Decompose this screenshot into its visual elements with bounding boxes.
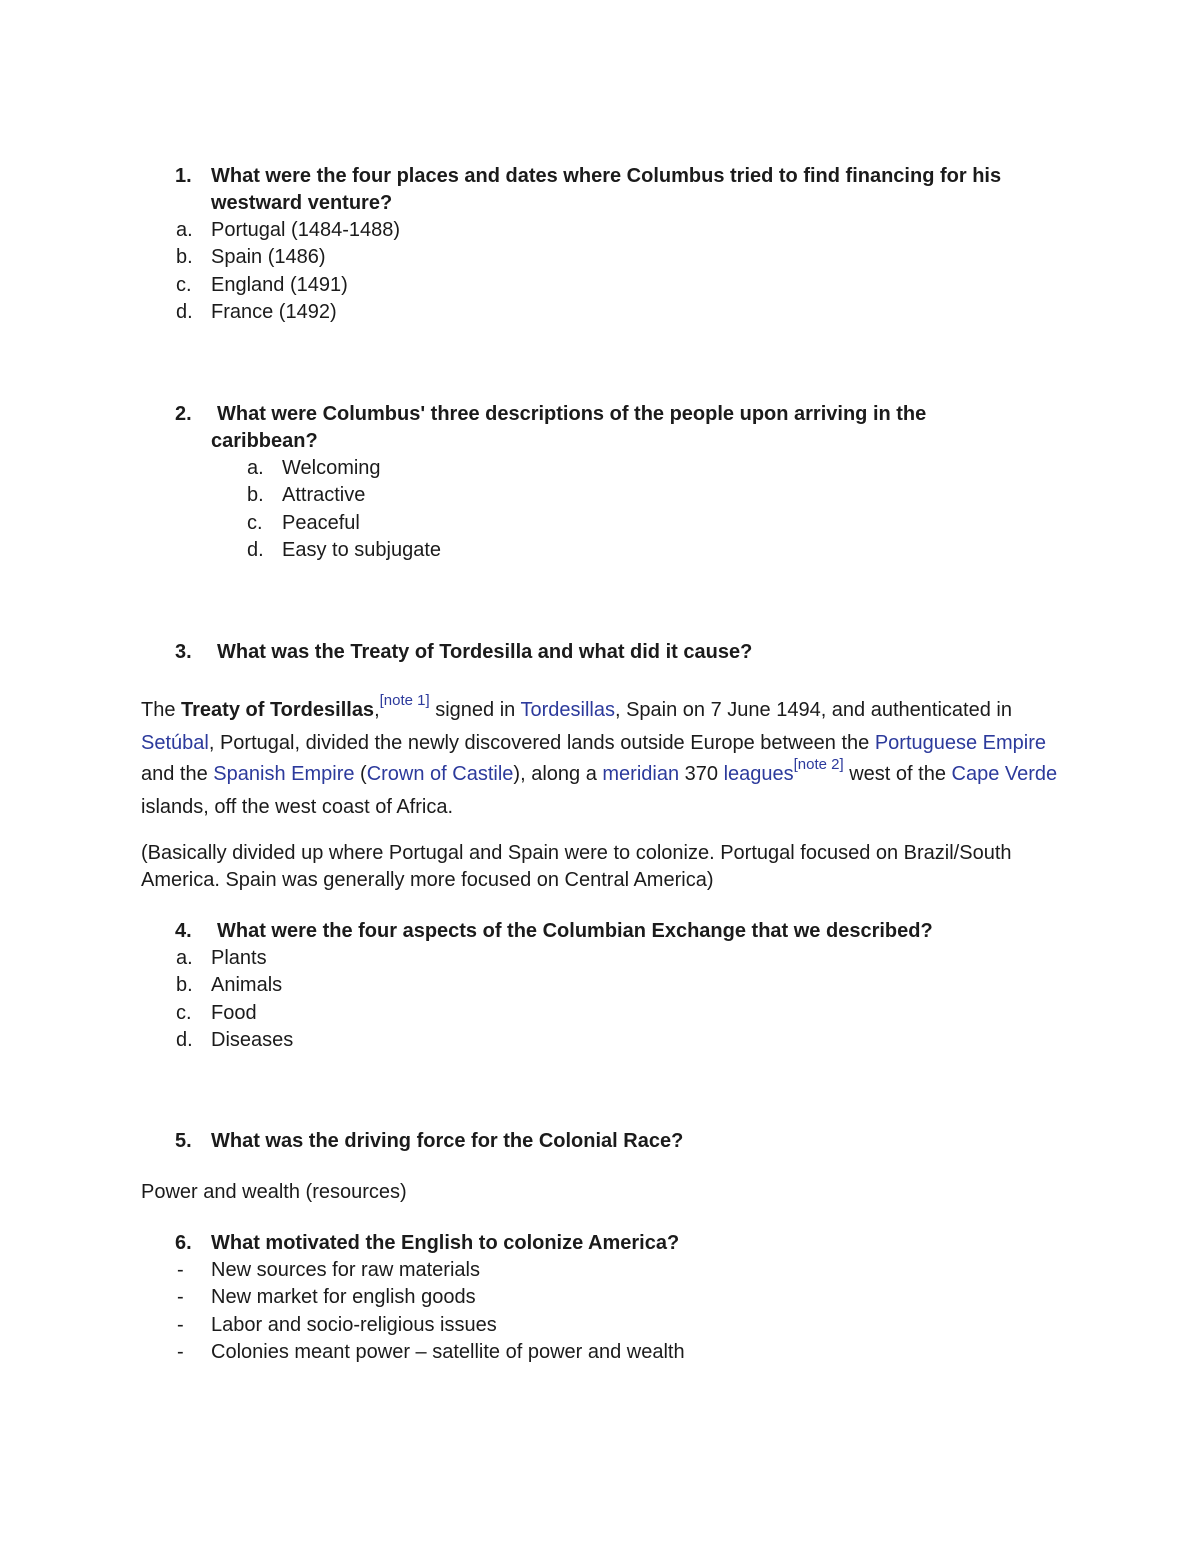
link-spanish-empire[interactable]: Spanish Empire xyxy=(213,763,355,785)
link-meridian[interactable]: meridian xyxy=(602,763,680,785)
treaty-summary: (Basically divided up where Portugal and Spain were to colonize. Portugal focused on Brazil/South America. Spain was generally more focused on Central America) xyxy=(141,842,1012,891)
list-item: a. Welcoming xyxy=(247,457,381,479)
answer-list xyxy=(0,455,1200,564)
link-portuguese-empire[interactable]: Portuguese Empire xyxy=(874,731,1047,754)
question-5-answer: Power and wealth (resources) xyxy=(141,1181,407,1203)
question-5-answer-block xyxy=(0,1179,1200,1206)
question-text: What were Columbus' three descriptions of the people upon arriving in the xyxy=(217,403,927,425)
link-tordesillas[interactable]: Tordesillas xyxy=(520,699,615,721)
question-6-heading xyxy=(0,1230,1200,1257)
answer-list xyxy=(0,1257,1200,1366)
question-number: 6. xyxy=(175,1232,192,1254)
list-item: a. Plants xyxy=(176,947,267,969)
list-item: b. Spain (1486) xyxy=(176,246,326,269)
question-text: What was the driving force for the Colonial Race? xyxy=(211,1130,684,1152)
link-setubal[interactable]: Setúbal xyxy=(141,731,209,754)
list-item: c. Food xyxy=(176,1001,257,1024)
list-item: a. Portugal (1484-1488) xyxy=(176,219,401,241)
question-number: 4. xyxy=(175,920,192,942)
question-number: 3. xyxy=(175,641,192,663)
treaty-paragraph: The Treaty of Tordesillas,[note 1] signed in Tordesillas, Spain on 7 June 1494, and authenticated in Setúbal, Portugal, divided the newly discovered lands outside Europe between the Portuguese Empire and the Spanish Empire (Crown of Castile), along a meridian 370 leagues[note 2] west of the Cape Verde islands, off the west coast of Africa. xyxy=(141,692,1058,818)
treaty-summary-block xyxy=(0,840,1200,894)
question-text: What were the four aspects of the Columbian Exchange that we described? xyxy=(217,920,933,942)
list-item: c. Peaceful xyxy=(247,511,360,534)
link-cape-verde[interactable]: Cape Verde xyxy=(951,763,1058,785)
question-2 xyxy=(0,401,1200,564)
footnote-link[interactable]: [note 2] xyxy=(793,756,844,773)
question-text: What were the four places and dates where Columbus tried to find financing for his westward venture? xyxy=(211,165,1002,214)
question-1-heading xyxy=(0,163,1200,217)
question-number: 5. xyxy=(175,1130,192,1152)
question-3 xyxy=(0,639,1200,666)
treaty-name: Treaty of Tordesillas xyxy=(181,699,375,721)
list-item: b. Attractive xyxy=(247,484,366,507)
list-item: d. France (1492) xyxy=(176,300,337,323)
answer-list xyxy=(0,217,1200,326)
list-item: d. Diseases xyxy=(176,1028,294,1051)
footnote-link[interactable]: [note 1] xyxy=(379,692,430,709)
question-text: What was the Treaty of Tordesilla and what did it cause? xyxy=(217,641,753,663)
question-number: 2. xyxy=(175,403,192,425)
list-item: - Colonies meant power – satellite of power and wealth xyxy=(177,1340,685,1363)
question-6 xyxy=(0,1230,1200,1366)
link-leagues[interactable]: leagues xyxy=(723,763,794,785)
list-item: d. Easy to subjugate xyxy=(247,538,441,561)
list-item: - Labor and socio-religious issues xyxy=(177,1313,497,1336)
list-item: c. England (1491) xyxy=(176,273,348,296)
question-5 xyxy=(0,1128,1200,1155)
treaty-paragraph-block xyxy=(0,692,1200,823)
link-crown-of-castile[interactable]: Crown of Castile xyxy=(366,763,514,785)
question-3-heading xyxy=(0,639,1200,666)
question-2-heading xyxy=(0,401,1200,455)
question-4-heading xyxy=(0,918,1200,945)
question-5-heading xyxy=(0,1128,1200,1155)
question-text-continued: caribbean? xyxy=(211,430,318,452)
list-item: b. Animals xyxy=(176,974,283,997)
answer-list xyxy=(0,945,1200,1054)
question-text: What motivated the English to colonize America? xyxy=(211,1232,680,1254)
list-item: - New sources for raw materials xyxy=(177,1259,480,1281)
question-number: 1. xyxy=(175,165,192,187)
list-item: - New market for english goods xyxy=(177,1286,476,1309)
question-1 xyxy=(0,163,1200,326)
question-4 xyxy=(0,918,1200,1054)
